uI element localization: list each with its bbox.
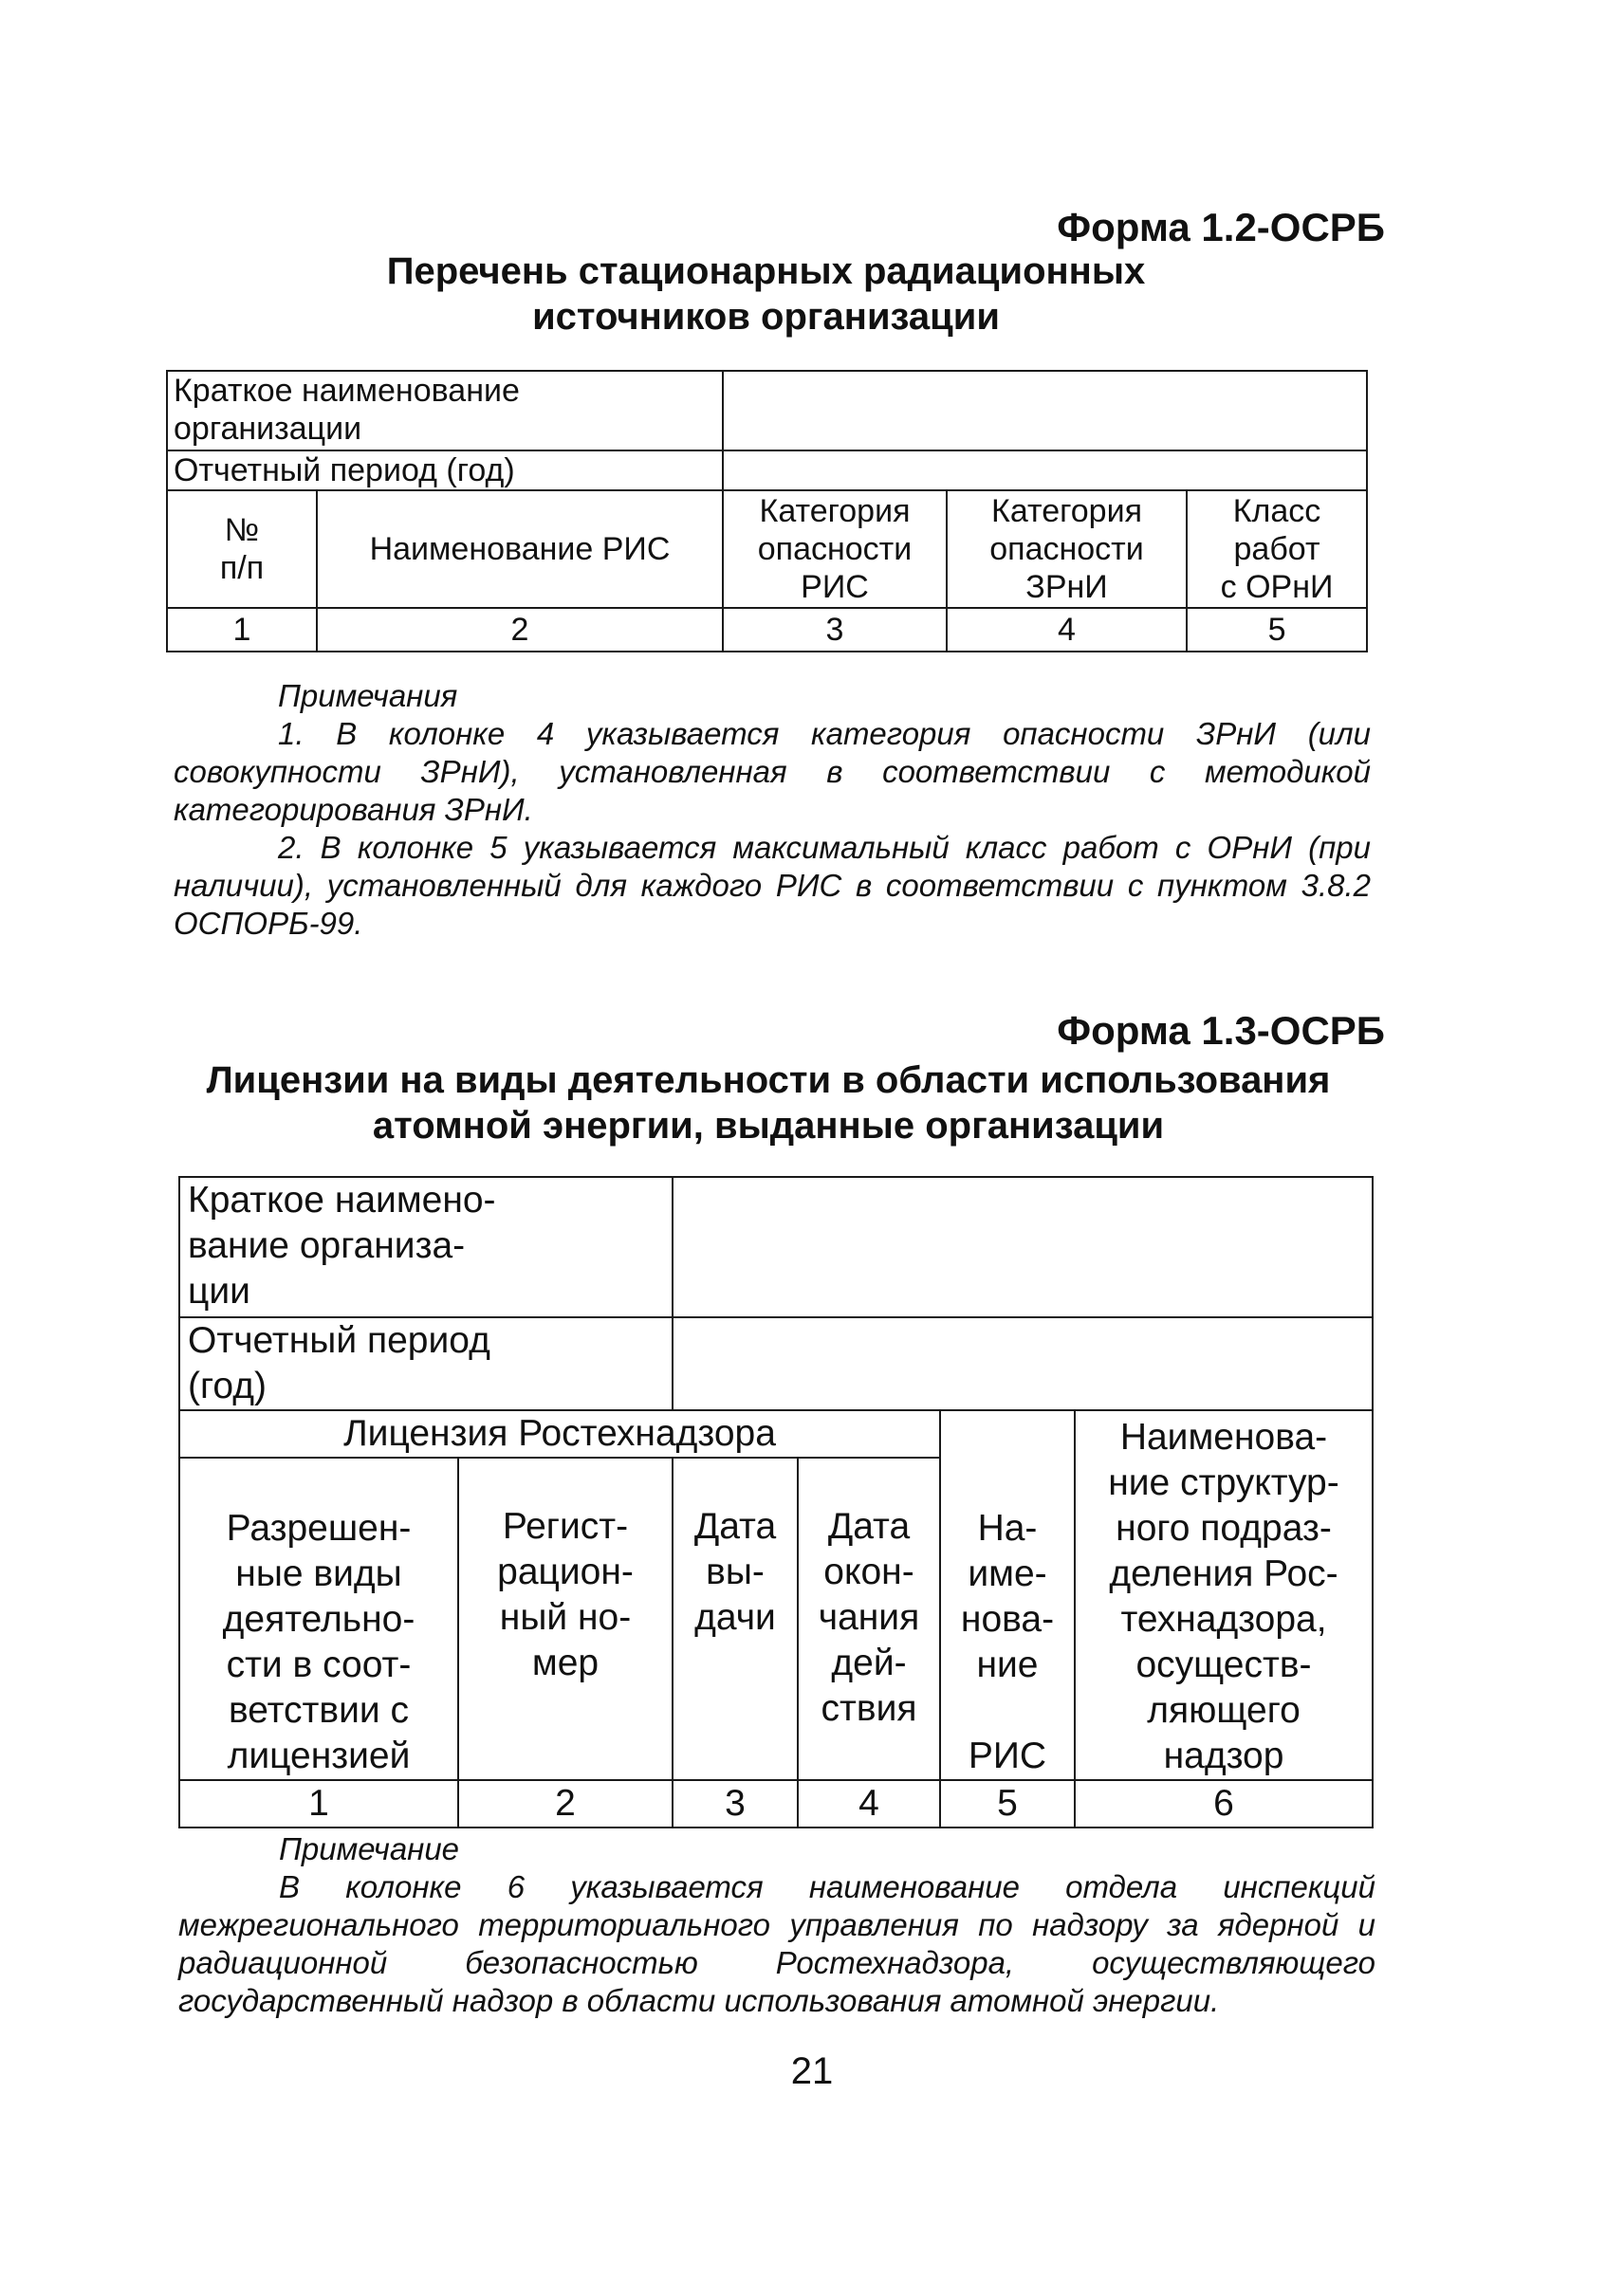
header-expiry-date <box>798 1458 940 1780</box>
license-group-header <box>179 1410 940 1458</box>
header-zrni-category-line1: Категория <box>991 493 1142 529</box>
note-1: 1. В колонке 4 указывается категория опасности ЗРнИ (или совокупности ЗРнИ), установленная в соответствии с методикой категорирования ЗРнИ. <box>174 716 1371 827</box>
header-ris-category-line1: Категория <box>759 493 911 529</box>
form-1-2-title <box>166 248 1366 340</box>
notes-heading: Примечания <box>278 678 458 713</box>
page-number: 21 <box>790 2050 834 2092</box>
period-value-cell <box>723 450 1367 490</box>
header-ris-category-line2: опасности <box>757 531 913 567</box>
header-ris-name-line <box>941 1688 1074 1734</box>
header-permitted-line: Разрешен- <box>226 1508 412 1549</box>
header-work-class-line3: с ОРнИ <box>1220 569 1334 605</box>
form-1-3-title <box>152 1057 1385 1148</box>
header-permitted-line: сти в соот- <box>226 1644 412 1685</box>
header-registration-line: мер <box>531 1643 600 1683</box>
form-1-2-title-line2: источников организации <box>532 296 1000 338</box>
period-label-line2: (год) <box>188 1366 267 1406</box>
header-permitted-line: ные виды <box>235 1553 402 1594</box>
org-name-label-cell <box>179 1177 673 1317</box>
column-number: 6 <box>1075 1780 1373 1828</box>
header-registration-line: рацион- <box>497 1552 634 1592</box>
form-1-2-notes <box>174 677 1371 943</box>
form-1-2-label: Форма 1.2-ОСРБ <box>1057 205 1385 249</box>
column-number: 2 <box>458 1780 673 1828</box>
header-ris-name-line: нова- <box>960 1599 1055 1640</box>
header-division-line: осуществ- <box>1135 1644 1312 1685</box>
header-expiry-date-line: дей- <box>831 1643 907 1683</box>
period-value-cell <box>673 1317 1373 1410</box>
form-1-3-title-line2: атомной энергии, выданные организации <box>372 1105 1165 1147</box>
header-work-class <box>1187 490 1367 608</box>
org-name-label-line3: ции <box>188 1271 250 1312</box>
header-ris-name-text: Наименование РИС <box>369 531 671 567</box>
header-zrni-category-line3: ЗРнИ <box>1025 569 1108 605</box>
header-division-name <box>1075 1410 1373 1780</box>
form-1-3-label: Форма 1.3-ОСРБ <box>1057 1008 1385 1053</box>
period-label: Отчетный период (год) <box>174 452 515 488</box>
period-label-cell <box>167 450 723 490</box>
note-2: 2. В колонке 5 указывается максимальный класс работ с ОРнИ (при наличии), установленный для каждого РИС в соответствии с пунктом 3.8.2 ОСПОРБ-99. <box>174 830 1371 941</box>
column-number: 4 <box>798 1780 940 1828</box>
header-ris-name-line: име- <box>968 1553 1047 1594</box>
header-expiry-date-line: Дата <box>827 1506 911 1547</box>
header-ris-name-line: ние <box>976 1644 1039 1685</box>
notes-heading: Примечание <box>279 1831 460 1866</box>
header-zrni-category-line2: опасности <box>989 531 1144 567</box>
header-division-line: ляющего <box>1147 1690 1301 1731</box>
header-permitted-activities <box>179 1458 458 1780</box>
header-issue-date-line: дачи <box>694 1597 776 1638</box>
column-number: 1 <box>179 1780 458 1828</box>
form-1-3-table <box>178 1176 1374 1828</box>
column-number: 5 <box>940 1780 1075 1828</box>
header-ris-name-line: На- <box>977 1508 1038 1549</box>
org-name-label-line2: организации <box>174 411 362 447</box>
note-1: В колонке 6 указывается наименование отдела инспекций межрегионального территориального управления по надзору за ядерной и радиационной безопасностью Ростехнадзора, осуществляющего государственный надзор в области использования атомной энергии. <box>178 1869 1375 2018</box>
header-issue-date-line: вы- <box>706 1552 765 1592</box>
header-number <box>167 490 317 608</box>
header-registration-line: ный но- <box>499 1597 632 1638</box>
header-issue-date <box>673 1458 798 1780</box>
header-ris-name <box>317 490 723 608</box>
header-division-line: деления Рос- <box>1109 1553 1338 1594</box>
column-number: 3 <box>673 1780 798 1828</box>
org-name-label-line2: вание организа- <box>188 1225 466 1266</box>
header-zrni-category <box>947 490 1187 608</box>
header-permitted-line: деятельно- <box>222 1599 415 1640</box>
column-number: 3 <box>723 608 947 652</box>
header-work-class-line1: Класс <box>1232 493 1321 529</box>
header-expiry-date-line: ствия <box>821 1688 917 1729</box>
header-division-line: ного подраз- <box>1116 1508 1332 1549</box>
header-expiry-date-line: окон- <box>823 1552 914 1592</box>
period-label-line1: Отчетный период <box>188 1320 490 1361</box>
license-group-label: Лицензия Ростехнадзора <box>343 1413 776 1454</box>
header-ris-category-line3: РИС <box>801 569 869 605</box>
org-name-value-cell <box>723 371 1367 450</box>
column-number: 2 <box>317 608 723 652</box>
header-ris-name-line: РИС <box>968 1736 1047 1776</box>
header-division-line: надзор <box>1163 1736 1284 1776</box>
org-name-label-line1: Краткое наименование <box>174 373 520 409</box>
header-division-line: Наименова- <box>1119 1417 1328 1458</box>
org-name-label-cell <box>167 371 723 450</box>
header-permitted-line: лицензией <box>227 1736 411 1776</box>
header-number-line1: № <box>224 512 260 548</box>
column-number: 4 <box>947 608 1187 652</box>
header-work-class-line2: работ <box>1233 531 1320 567</box>
header-registration-number <box>458 1458 673 1780</box>
org-name-value-cell <box>673 1177 1373 1317</box>
form-1-2-table <box>166 370 1368 652</box>
column-number: 1 <box>167 608 317 652</box>
header-ris-category <box>723 490 947 608</box>
form-1-3-title-line1: Лицензии на виды деятельности в области использования <box>206 1059 1331 1101</box>
header-division-line: ние структур- <box>1108 1462 1339 1503</box>
form-1-3-notes <box>178 1830 1375 2020</box>
header-number-line2: п/п <box>219 550 265 586</box>
header-division-line: технадзора, <box>1120 1599 1327 1640</box>
org-name-label-line1: Краткое наимено- <box>188 1180 496 1221</box>
header-issue-date-line: Дата <box>693 1506 777 1547</box>
header-ris-name <box>940 1410 1075 1780</box>
header-permitted-line: ветствии с <box>228 1690 410 1731</box>
form-1-2-title-line1: Перечень стационарных радиационных <box>386 250 1146 292</box>
period-label-cell <box>179 1317 673 1410</box>
column-number: 5 <box>1187 608 1367 652</box>
header-expiry-date-line: чания <box>818 1597 920 1638</box>
header-registration-line: Регист- <box>502 1506 629 1547</box>
